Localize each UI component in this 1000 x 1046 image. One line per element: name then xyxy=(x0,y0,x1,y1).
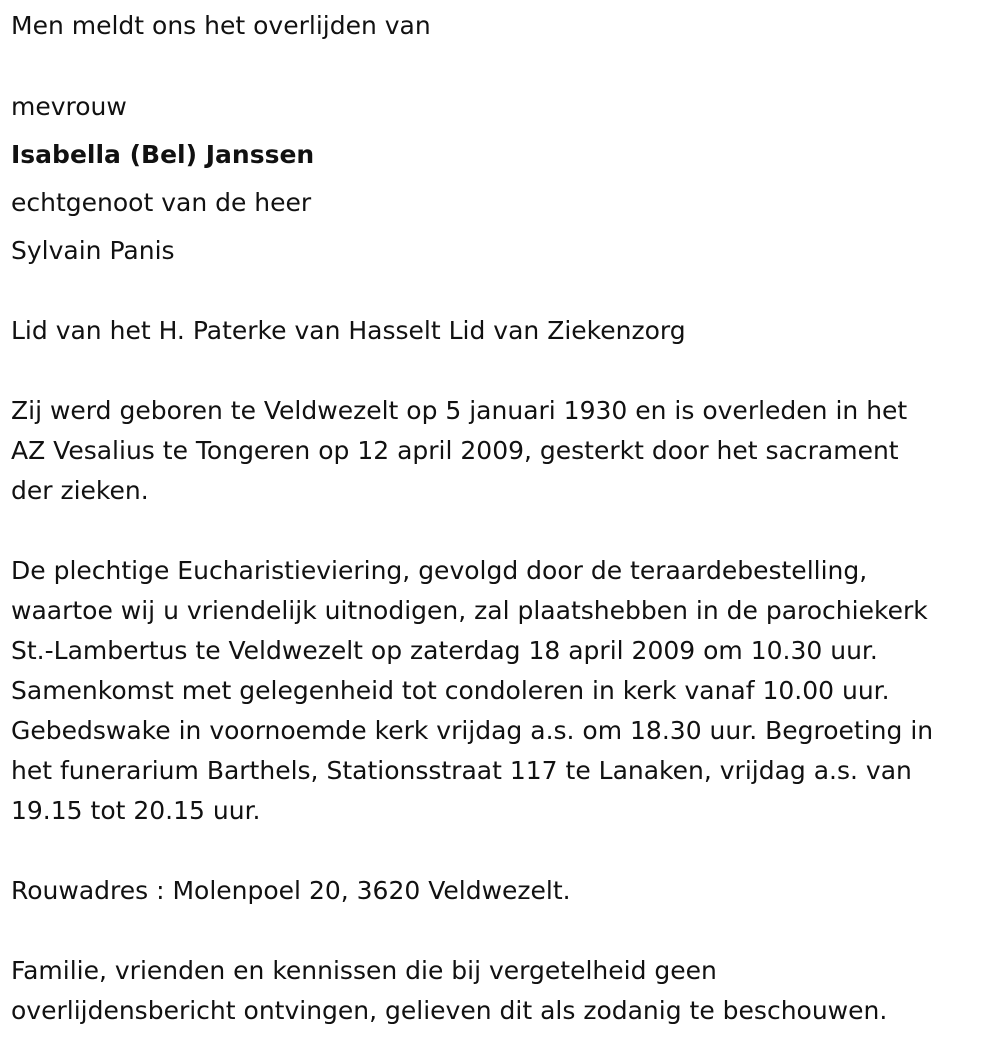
ceremony-paragraph xyxy=(11,551,991,831)
deceased-title: mevrouw xyxy=(11,92,127,121)
birth-death-line: Zij werd geboren te Veldwezelt op 5 januari 1930 en is overleden in het xyxy=(11,396,908,425)
ceremony-line: het funerarium Barthels, Stationsstraat 117 te Lanaken, vrijdag a.s. van xyxy=(11,756,912,785)
ceremony-line: Gebedswake in voornoemde kerk vrijdag a.s. om 18.30 uur. Begroeting in xyxy=(11,716,934,745)
memberships-text: Lid van het H. Paterke van Hasselt Lid van Ziekenzorg xyxy=(11,316,686,345)
mourning-address: Rouwadres : Molenpoel 20, 3620 Veldwezelt. xyxy=(11,876,571,905)
deceased-name: Isabella (Bel) Janssen xyxy=(11,140,315,169)
closing-line: Familie, vrienden en kennissen die bij vergetelheid geen xyxy=(11,956,717,985)
ceremony-line: waartoe wij u vriendelijk uitnodigen, zal plaatshebben in de parochiekerk xyxy=(11,596,928,625)
birth-death-line: der zieken. xyxy=(11,476,149,505)
relation-text: echtgenoot van de heer xyxy=(11,188,312,217)
ceremony-line: De plechtige Eucharistieviering, gevolgd door de teraardebestelling, xyxy=(11,556,868,585)
closing-line: overlijdensbericht ontvingen, gelieven dit als zodanig te beschouwen. xyxy=(11,996,888,1025)
ceremony-line: St.-Lambertus te Veldwezelt op zaterdag 18 april 2009 om 10.30 uur. xyxy=(11,636,878,665)
spouse-name: Sylvain Panis xyxy=(11,236,175,265)
closing-paragraph xyxy=(11,951,991,1031)
intro-text: Men meldt ons het overlijden van xyxy=(11,11,431,40)
ceremony-line: Samenkomst met gelegenheid tot condoleren in kerk vanaf 10.00 uur. xyxy=(11,676,890,705)
birth-death-line: AZ Vesalius te Tongeren op 12 april 2009, gesterkt door het sacrament xyxy=(11,436,899,465)
ceremony-line: 19.15 tot 20.15 uur. xyxy=(11,796,261,825)
birth-death-paragraph xyxy=(11,391,991,511)
